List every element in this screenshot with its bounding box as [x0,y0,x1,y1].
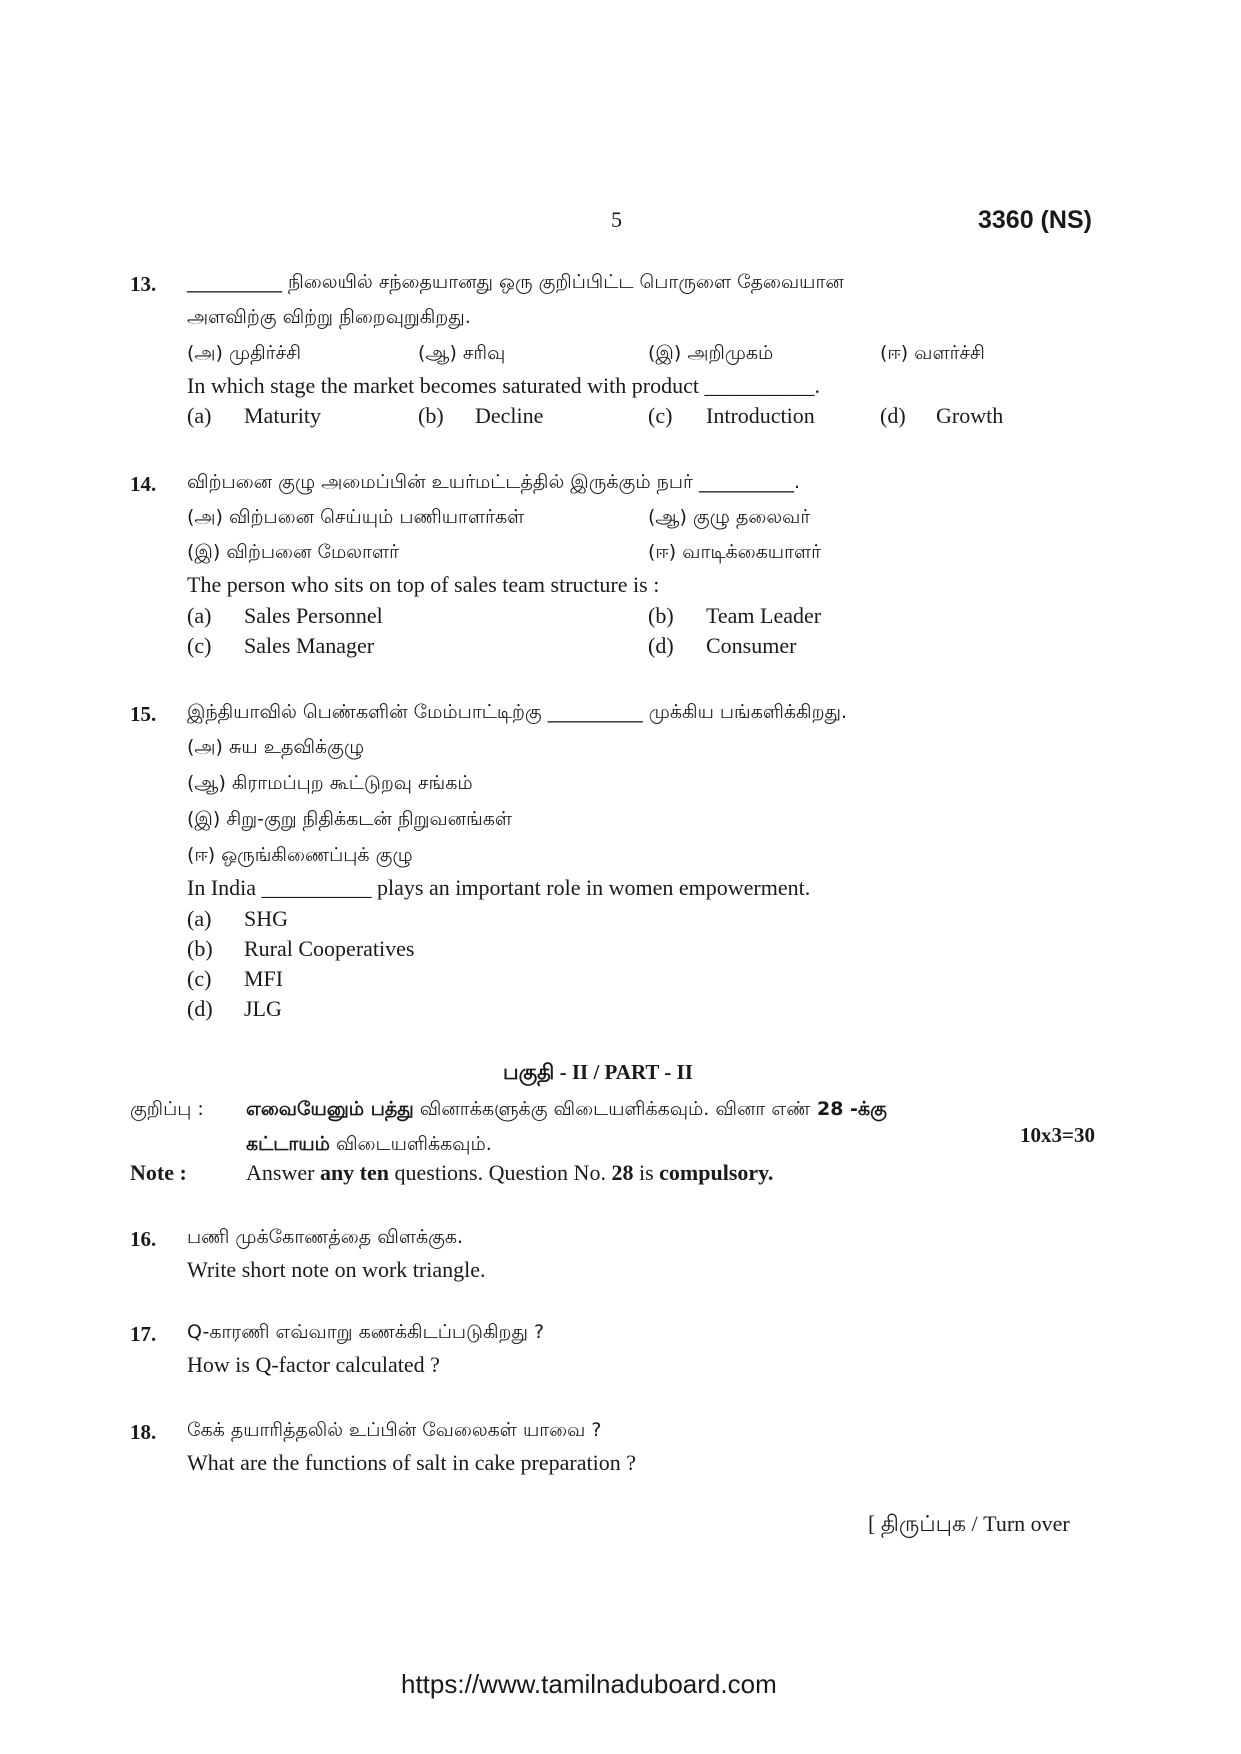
question-text-tamil: அளவிற்கு விற்று நிறைவுறுகிறது. [187,306,471,328]
option-text: Decline [475,403,544,428]
marks-allocation: 10x3=30 [1020,1123,1095,1147]
note-emphasis: 28 -க்கு [810,1098,887,1120]
option-tamil: (ஈ) வளர்ச்சி [880,342,985,364]
option-label: (c) [187,633,212,658]
question-number: 13. [130,272,157,296]
option-tamil: (இ) சிறு-குறு நிதிக்கடன் நிறுவனங்கள் [187,808,513,830]
option-text: SHG [244,906,289,931]
question-text-english: What are the functions of salt in cake preparation ? [187,1450,636,1475]
question-text-english: In which stage the market becomes saturated with product __________. [187,373,820,398]
question-number: 15. [130,702,157,726]
option-label: (d) [648,633,674,658]
paper-code: 3360 (NS) [978,206,1092,234]
option-tamil: (ஆ) சரிவு [418,342,506,364]
option-text: JLG [244,996,282,1021]
option-text: Growth [936,403,1004,428]
question-text-tamil: பணி முக்கோணத்தை விளக்குக. [187,1226,464,1248]
option-tamil: (அ) விற்பனை செய்யும் பணியாளர்கள் [187,506,525,528]
turn-over-note: [ திருப்புக / Turn over [868,1511,1070,1536]
option-tamil: (அ) சுய உதவிக்குழு [187,736,365,758]
note-emphasis: compulsory. [659,1160,774,1185]
question-text-tamil: __________ நிலையில் சந்தையானது ஒரு குறிப்பிட்ட பொருளை தேவையான [187,271,844,293]
note-text [246,1160,773,1186]
option-label: (b) [187,936,213,961]
option-text: Maturity [244,403,321,428]
option-tamil: (ஆ) கிராமப்புற கூட்டுறவு சங்கம் [187,772,473,794]
option-tamil: (இ) அறிமுகம் [648,342,774,364]
option-label: (b) [418,403,444,428]
option-text: Sales Personnel [244,603,383,628]
footer-url-link[interactable]: https://www.tamilnaduboard.com [401,1669,777,1699]
note-label: Note : [130,1160,187,1185]
question-number: 16. [130,1227,157,1251]
option-label: (b) [648,603,674,628]
note-emphasis: எவையேனும் பத்து [246,1098,414,1120]
note-text-tamil [246,1098,887,1123]
option-tamil: (அ) முதிர்ச்சி [187,342,301,364]
option-text: Introduction [706,403,815,428]
question-text-tamil: விற்பனை குழு அமைப்பின் உயர்மட்டத்தில் இருக்கும் நபர் __________. [187,471,800,493]
option-text: Sales Manager [244,633,375,658]
option-label: (a) [187,603,212,628]
note-text-part: வினாக்களுக்கு விடையளிக்கவும். வினா எண் [413,1098,811,1120]
option-label: (d) [880,403,906,428]
section-title: பகுதி - II / PART - II [503,1060,693,1084]
note-text-part: questions. Question No. [389,1160,612,1185]
question-text-tamil: Q-காரணி எவ்வாறு கணக்கிடப்படுகிறது ? [187,1321,545,1343]
question-text-tamil: கேக் தயாரித்தலில் உப்பின் வேலைகள் யாவை ? [187,1419,602,1441]
note-text-part: is [633,1160,660,1185]
question-text-english: Write short note on work triangle. [187,1257,486,1282]
note-emphasis: 28 [611,1160,634,1185]
option-label: (c) [187,966,212,991]
option-label: (a) [187,906,212,931]
question-text-english: In India __________ plays an important role in women empowerment. [187,875,811,900]
option-label: (d) [187,996,213,1021]
option-text: Rural Cooperatives [244,936,415,961]
question-text-english: The person who sits on top of sales team structure is : [187,572,660,597]
question-number: 14. [130,472,157,496]
option-label: (c) [648,403,673,428]
option-tamil: (ஆ) குழு தலைவர் [648,506,811,528]
option-label: (a) [187,403,212,428]
option-text: Consumer [706,633,797,658]
note-text-part: Answer [246,1160,320,1185]
option-tamil: (ஈ) வாடிக்கையாளர் [648,541,822,563]
question-text-english: How is Q-factor calculated ? [187,1352,440,1377]
note-text-part: விடையளிக்கவும். [329,1133,492,1155]
option-text: MFI [244,966,284,991]
option-tamil: (ஈ) ஒருங்கிணைப்புக் குழு [187,844,413,866]
page-number: 5 [611,207,622,232]
question-number: 18. [130,1420,157,1444]
note-emphasis: any ten [319,1160,389,1185]
option-tamil: (இ) விற்பனை மேலாளர் [187,541,400,563]
option-text: Team Leader [706,603,822,628]
note-label-tamil: குறிப்பு : [130,1098,204,1120]
question-number: 17. [130,1322,157,1346]
question-text-tamil: இந்தியாவில் பெண்களின் மேம்பாட்டிற்கு __________ முக்கிய பங்களிக்கிறது. [187,701,848,723]
note-text-tamil [246,1133,492,1158]
note-emphasis: கட்டாயம் [246,1133,330,1155]
